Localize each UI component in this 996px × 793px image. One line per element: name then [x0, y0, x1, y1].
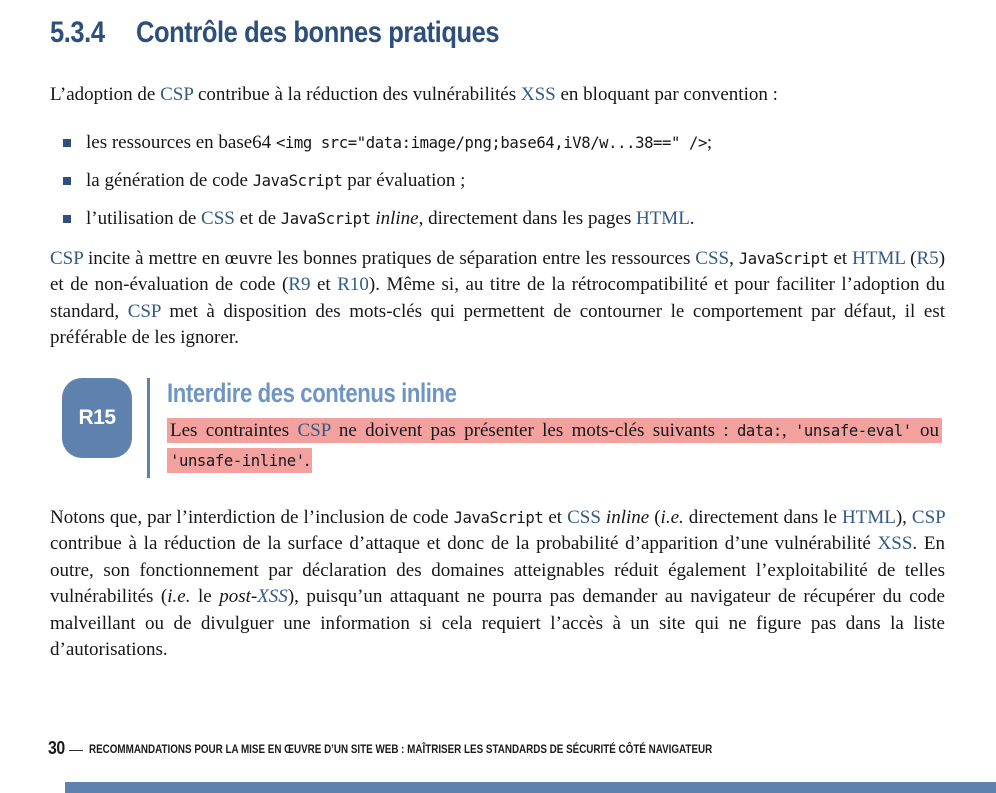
highlighted-text	[167, 418, 942, 473]
section-heading	[50, 16, 945, 50]
body-paragraph	[50, 246, 945, 352]
bullet-marker-icon	[63, 215, 71, 223]
text-segment: (	[649, 506, 661, 528]
text-segment: JavaScript	[453, 508, 544, 527]
ref-link[interactable]: CSP	[911, 506, 946, 528]
bullet-item	[50, 132, 945, 154]
ref-link[interactable]: R9	[288, 274, 311, 295]
page-footer	[48, 738, 849, 759]
recommendation-box	[62, 378, 945, 478]
text-segment: . En outre, son fonctionnement par déclaration des domaines atteignables réduit également l’exploitabilité de telles vulnérabilités (	[50, 533, 945, 607]
text-segment: l’utilisation de	[86, 207, 202, 229]
text-segment: ), puisqu’un attaquant ne pourra pas demander au navigateur de récupérer du code malveillant ou de divulguer une information si cela requiert l’accès à un site qui ne figure pas dans la liste d’autorisations.	[50, 586, 945, 660]
text-segment: incite à mettre en œuvre les bonnes pratiques de séparation entre les ressources	[83, 247, 696, 269]
text-segment: JavaScript	[252, 171, 343, 190]
ref-link[interactable]: CSS	[567, 506, 601, 528]
recommendation-content	[167, 378, 945, 478]
text-segment: les ressources en base64	[86, 131, 276, 153]
text-segment: ) et de non-évaluation de code (	[50, 247, 946, 295]
body-paragraph	[50, 505, 945, 664]
intro-paragraph	[50, 82, 945, 109]
section-number: 5.3.4	[50, 16, 105, 49]
text-segment: ). Même si, au titre de la rétrocompatibilité et pour faciliter l’adoption du standard,	[50, 274, 946, 322]
bullet-list	[50, 132, 945, 230]
text-segment: (	[905, 247, 917, 269]
section-title: Contrôle des bonnes pratiques	[136, 16, 500, 49]
text-segment: et	[828, 247, 853, 269]
text-segment: contribue à la réduction des vulnérabilités	[193, 84, 521, 105]
text-segment: ,	[781, 419, 795, 441]
recommendation-body	[167, 416, 945, 476]
text-segment: L’adoption de	[50, 84, 161, 105]
text-segment: met à disposition des mots-clés qui permettent de contourner le comportement par défaut, il est préférable de les ignorer.	[50, 300, 946, 348]
text-segment: , directement dans les pages	[418, 207, 636, 229]
text-segment: post-	[219, 586, 258, 607]
text-segment: JavaScript	[280, 209, 371, 228]
bullet-item	[50, 170, 945, 192]
text-segment: ),	[895, 506, 912, 528]
bottom-bar	[65, 782, 996, 793]
ref-link[interactable]: HTML	[852, 247, 906, 269]
ref-link[interactable]: HTML	[842, 506, 896, 528]
ref-link[interactable]: CSP	[297, 419, 331, 441]
text-segment: ;	[706, 131, 713, 153]
text-segment: le	[190, 586, 220, 607]
text-segment: ,	[729, 247, 739, 269]
text-segment: inline	[375, 207, 419, 229]
ref-link[interactable]: CSS	[201, 207, 235, 229]
text-segment: et	[543, 506, 568, 528]
text-segment: inline	[605, 506, 650, 528]
text-segment: .	[689, 207, 695, 229]
bullet-text	[86, 132, 712, 154]
text-segment: et	[310, 274, 338, 295]
recommendation-badge: R15	[62, 378, 132, 458]
bullet-item	[50, 208, 945, 230]
text-segment: par évaluation ;	[342, 169, 466, 191]
text-segment: data:	[736, 421, 782, 440]
ref-link[interactable]: CSS	[695, 247, 730, 269]
ref-link[interactable]: XSS	[877, 533, 913, 554]
ref-link[interactable]: XSS	[257, 586, 288, 607]
ref-link[interactable]: CSP	[50, 247, 84, 269]
text-segment: 'unsafe-inline'	[170, 451, 305, 470]
text-segment: la génération de code	[86, 169, 253, 191]
text-segment: JavaScript	[738, 249, 829, 268]
text-segment: Notons que, par l’interdiction de l’inclusion de code	[50, 506, 454, 528]
text-segment: i.e.	[660, 506, 684, 528]
page-number: 30	[48, 738, 65, 758]
text-segment: contribue à la réduction de la surface d’attaque et donc de la probabilité d’apparition d’une vulnérabilité	[50, 533, 878, 554]
footer-title: RECOMMANDATIONS POUR LA MISE EN ŒUVRE D’UN SITE WEB : MAÎTRISER LES STANDARDS DE SÉCURITÉ CÔTÉ NAVIGATEUR	[89, 741, 713, 756]
text-segment: i.e.	[167, 586, 191, 607]
text-segment: ou	[911, 419, 940, 441]
text-segment: ne doivent pas présenter les mots-clés suivants :	[330, 419, 737, 441]
text-segment: .	[304, 449, 310, 471]
bullet-marker-icon	[63, 177, 71, 185]
ref-link[interactable]: R5	[916, 247, 939, 269]
text-segment: <img src="data:image/png;base64,iV8/w...38==" />	[275, 133, 707, 152]
ref-link[interactable]: CSP	[127, 300, 161, 322]
text-segment: en bloquant par convention :	[555, 84, 778, 105]
text-segment: 'unsafe-eval'	[794, 421, 912, 440]
ref-link[interactable]: CSP	[160, 84, 194, 105]
bullet-text	[86, 208, 695, 230]
recommendation-rule	[147, 378, 150, 478]
ref-link[interactable]: R10	[337, 274, 369, 295]
text-segment: Les contraintes	[170, 419, 298, 441]
bullet-marker-icon	[63, 139, 71, 147]
text-segment: et de	[234, 207, 281, 229]
recommendation-title: Interdire des contenus inline	[167, 377, 457, 408]
footer-separator: —	[69, 740, 84, 757]
ref-link[interactable]: XSS	[520, 84, 556, 105]
bullet-text	[86, 170, 465, 192]
text-segment: directement dans le	[683, 506, 842, 528]
ref-link[interactable]: HTML	[635, 207, 690, 229]
